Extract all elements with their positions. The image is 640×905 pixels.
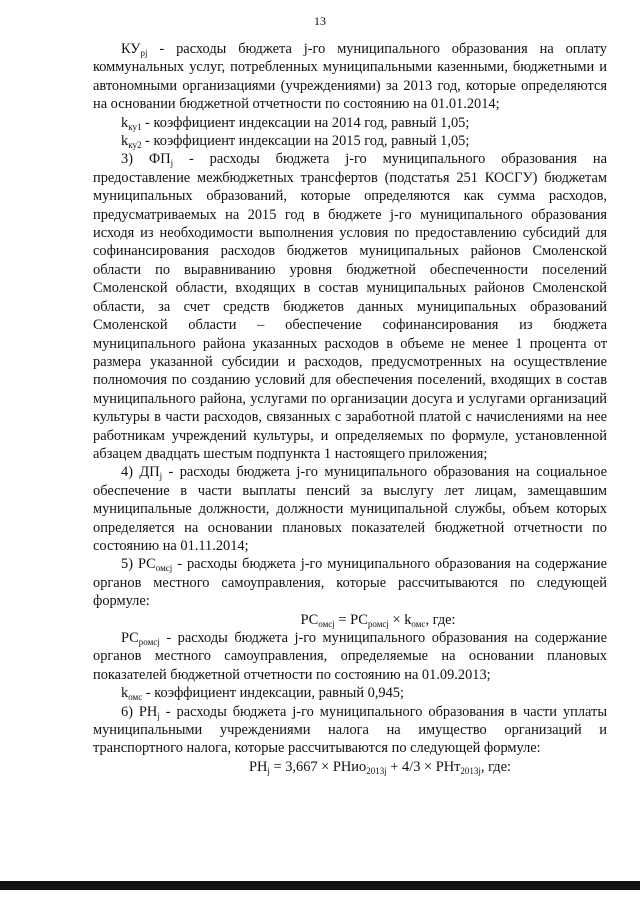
formula-subscript: j (267, 765, 270, 776)
symbol: k (121, 133, 129, 150)
paragraph-k-omc (93, 684, 607, 702)
paragraph-item-6 (93, 703, 607, 758)
paragraph-text: - расходы бюджета j-го муниципального образования на социальное обеспечение в части выплаты пенсий за выслугу лет лицам, замещавшим муниципальные должности, должности муниципальной службы, объем которых определяется на основании плановых показателей бюджетной отчетности по состоянию на 01.11.2014; (93, 464, 607, 554)
paragraph-item-4 (93, 463, 607, 555)
formula-tail: , где: (480, 758, 512, 775)
formula-rn (93, 758, 607, 776)
symbol: k (121, 685, 129, 702)
paragraph-text: - коэффициент индексации, равный 0,945; (142, 685, 405, 702)
paragraph-rs-romc (93, 629, 607, 684)
formula-term: РС (350, 611, 368, 628)
formula-subscript: 2013j (366, 765, 387, 776)
formula-subscript: омсj (318, 618, 335, 629)
formula-tail: , где: (425, 611, 456, 628)
symbol-subscript: омс (128, 692, 143, 703)
paragraph-text: - расходы бюджета j-го муниципального образования на содержание органов местного самоуправления, которые рассчитываются по следующей формуле: (93, 556, 607, 610)
symbol: 5) РС (121, 556, 156, 573)
scan-border (0, 881, 640, 890)
paragraph-ku (93, 40, 607, 114)
formula-term: РС (300, 611, 319, 628)
symbol-subscript: j (157, 710, 160, 721)
document-body (93, 40, 607, 776)
formula-subscript: 2013j (460, 765, 481, 776)
paragraph-item-5 (93, 555, 607, 610)
paragraph-text: - расходы бюджета j-го муниципального образования на оплату коммунальных услуг, потребленных муниципальными казенными, бюджетными и автономными организациями (учреждениями) за 2013 год, которые определяются на основании бюджетной отчетности по состоянию на 01.01.2014; (93, 41, 607, 113)
symbol-subscript: ромсj (138, 637, 160, 647)
paragraph-text: - коэффициент индексации на 2015 год, равный 1,05; (141, 133, 470, 150)
formula-subscript: ромсj (367, 618, 389, 629)
symbol-subscript: pj (140, 48, 148, 58)
symbol: 6) РН (121, 703, 158, 720)
paragraph-text: - расходы бюджета j-го муниципального образования на содержание органов местного самоуправления, определяемые на основании плановых показателей бюджетной отчетности по состоянию на 01.09.2013; (93, 630, 607, 683)
paragraph-k-ku1 (93, 114, 607, 132)
paragraph-item-3 (93, 150, 607, 463)
formula-subscript: омс (411, 618, 426, 629)
symbol: КУ (121, 41, 141, 57)
symbol-subscript: j (170, 158, 174, 169)
formula-operator: + 4/3 × РНт (386, 758, 461, 775)
paragraph-k-ku2 (93, 132, 607, 150)
paragraph-text: - расходы бюджета j-го муниципального образования в части уплаты муниципальными учреждениями налога на имущество организаций и транспортного налога, которые рассчитываются по следующей формуле: (93, 703, 608, 757)
paragraph-text: - расходы бюджета j-го муниципального образования на предоставление межбюджетных трансфертов (подстатья 251 КОСГУ) бюджетам муниципальных образований, которые определяются как сумма расходов, предусматриваемых на 2015 год в бюджете j-го муниципального образования исходя из необходимости выполнения условия по предоставлению субсидий для софинансирования расходов бюджетов муниципальных районов Смоленской области по выравниванию уровня бюджетной обеспеченности поселений Смоленской области, входящих в состав муниципальных районов Смоленской области, за счет средств бюджетов данных муниципальных образований Смоленской области – обеспечение софинансирования из бюджета муниципального района указанных расходов в объеме не менее 1 процента от размера указанной субсидии и расходов, предусмотренных на осуществление полномочия по созданию условий для обеспечения поселений, входящих в состав муниципального района, услугами по организации досуга и услугами организаций культуры в части расходов, связанных с заработной платой с начислениями на нее работникам учреждений культуры, и определяемых по формуле, установленной абзацем двадцать шестым подпункта 1 настоящего приложения; (93, 151, 607, 462)
paragraph-text: - коэффициент индексации на 2014 год, равный 1,05; (141, 114, 470, 131)
symbol-subscript: омсj (155, 563, 173, 574)
symbol-subscript: ку1 (128, 121, 142, 132)
formula-operator: × k (388, 611, 412, 628)
symbol-subscript: j (159, 471, 163, 482)
symbol-subscript: ку2 (128, 140, 142, 151)
formula-operator: = (334, 611, 351, 628)
formula-operator: = 3,667 × РНио (269, 758, 367, 775)
formula-rs-omc (93, 611, 607, 629)
symbol: РС (121, 630, 139, 646)
formula-term: РН (248, 758, 268, 775)
page-number: 13 (314, 14, 326, 28)
symbol: 3) ФП (121, 151, 171, 168)
symbol: k (121, 114, 129, 131)
symbol: 4) ДП (121, 464, 160, 481)
